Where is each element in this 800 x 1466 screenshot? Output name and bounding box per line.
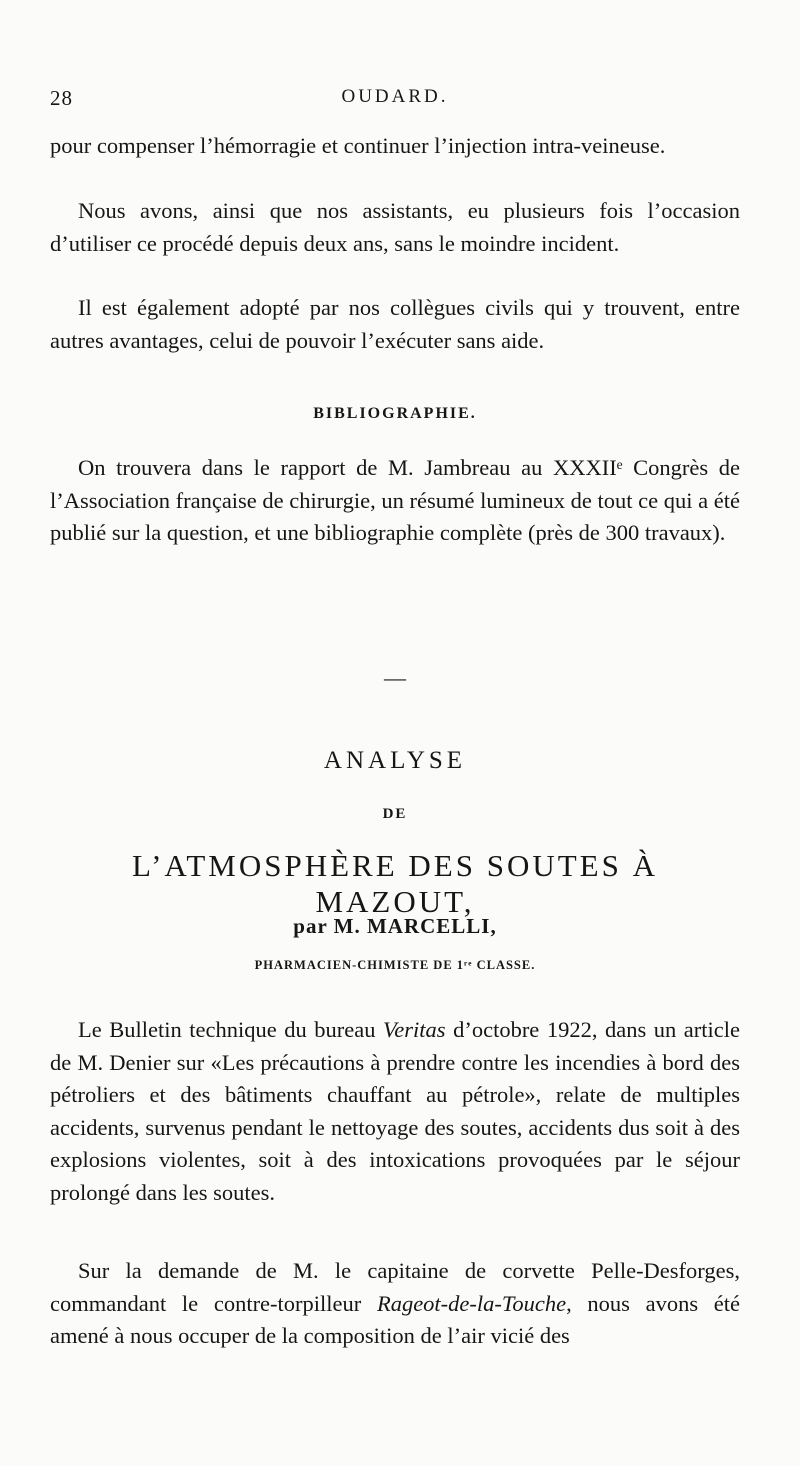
- article-author: par M. MARCELLI,: [293, 914, 497, 938]
- running-head: OUDARD.: [341, 86, 449, 107]
- body-paragraph-2-end: , nous avons été amené à nous occuper de la composition de l’air vicié des: [50, 1290, 740, 1348]
- author-affiliation: PHARMACIEN-CHIMISTE DE 1ʳᵉ CLASSE.: [254, 958, 536, 972]
- article-title-line-3: L’ATMOSPHÈRE DES SOUTES À MAZOUT,: [132, 848, 658, 919]
- body-paragraph-1-italic: Veritas: [383, 1017, 446, 1042]
- body-paragraph-2-italic: Rageot-de-la-Touche: [376, 1290, 567, 1316]
- body-paragraph-2-start: Sur la demande de M. le capitaine de corvette Pelle-Desforges, commandant le contre-torpilleur: [50, 1258, 740, 1316]
- body-paragraph-1-end: d’octobre 1922, dans un article de M. Denier sur «Les précautions à prendre contre les incendies à bord des pétroliers et des bâtiments chauffant au pétrole», relate de multiples accidents, survenus pendant le nettoyage des soutes, accidents dus soit à des explosions violentes, soit à des intoxications provoquées par le séjour prolongé dans les soutes.: [50, 1017, 740, 1205]
- paragraph-assistants: Nous avons, ainsi que nos assistants, eu plusieurs fois l’occasion d’utiliser ce procédé depuis deux ans, sans le moindre incident.: [50, 198, 740, 256]
- body-paragraph-1: [50, 1014, 740, 1209]
- page-number: 28: [50, 86, 73, 110]
- bibliography-paragraph: On trouvera dans le rapport de M. Jambreau au XXXIIᵉ Congrès de l’Association française de chirurgie, un résumé lumineux de tout ce qui a été publié sur la question, et une bibliographie complète (près de 300 travaux).: [50, 455, 740, 545]
- article-title-line-2: DE: [382, 806, 408, 822]
- section-separator: —: [384, 665, 406, 690]
- article-title-line-1: ANALYSE: [323, 747, 467, 774]
- body-paragraph-2: [50, 1255, 740, 1353]
- body-paragraph-1-start: Le Bulletin technique du bureau: [78, 1017, 384, 1042]
- paragraph-colleagues: Il est également adopté par nos collègues civils qui y trouvent, entre autres avantages, celui de pouvoir l’exécuter sans aide.: [50, 295, 740, 353]
- paragraph-continuation: pour compenser l’hémorragie et continuer l’injection intra-veineuse.: [50, 133, 666, 158]
- page-header: [50, 86, 740, 116]
- bibliography-heading: BIBLIOGRAPHIE.: [313, 405, 477, 422]
